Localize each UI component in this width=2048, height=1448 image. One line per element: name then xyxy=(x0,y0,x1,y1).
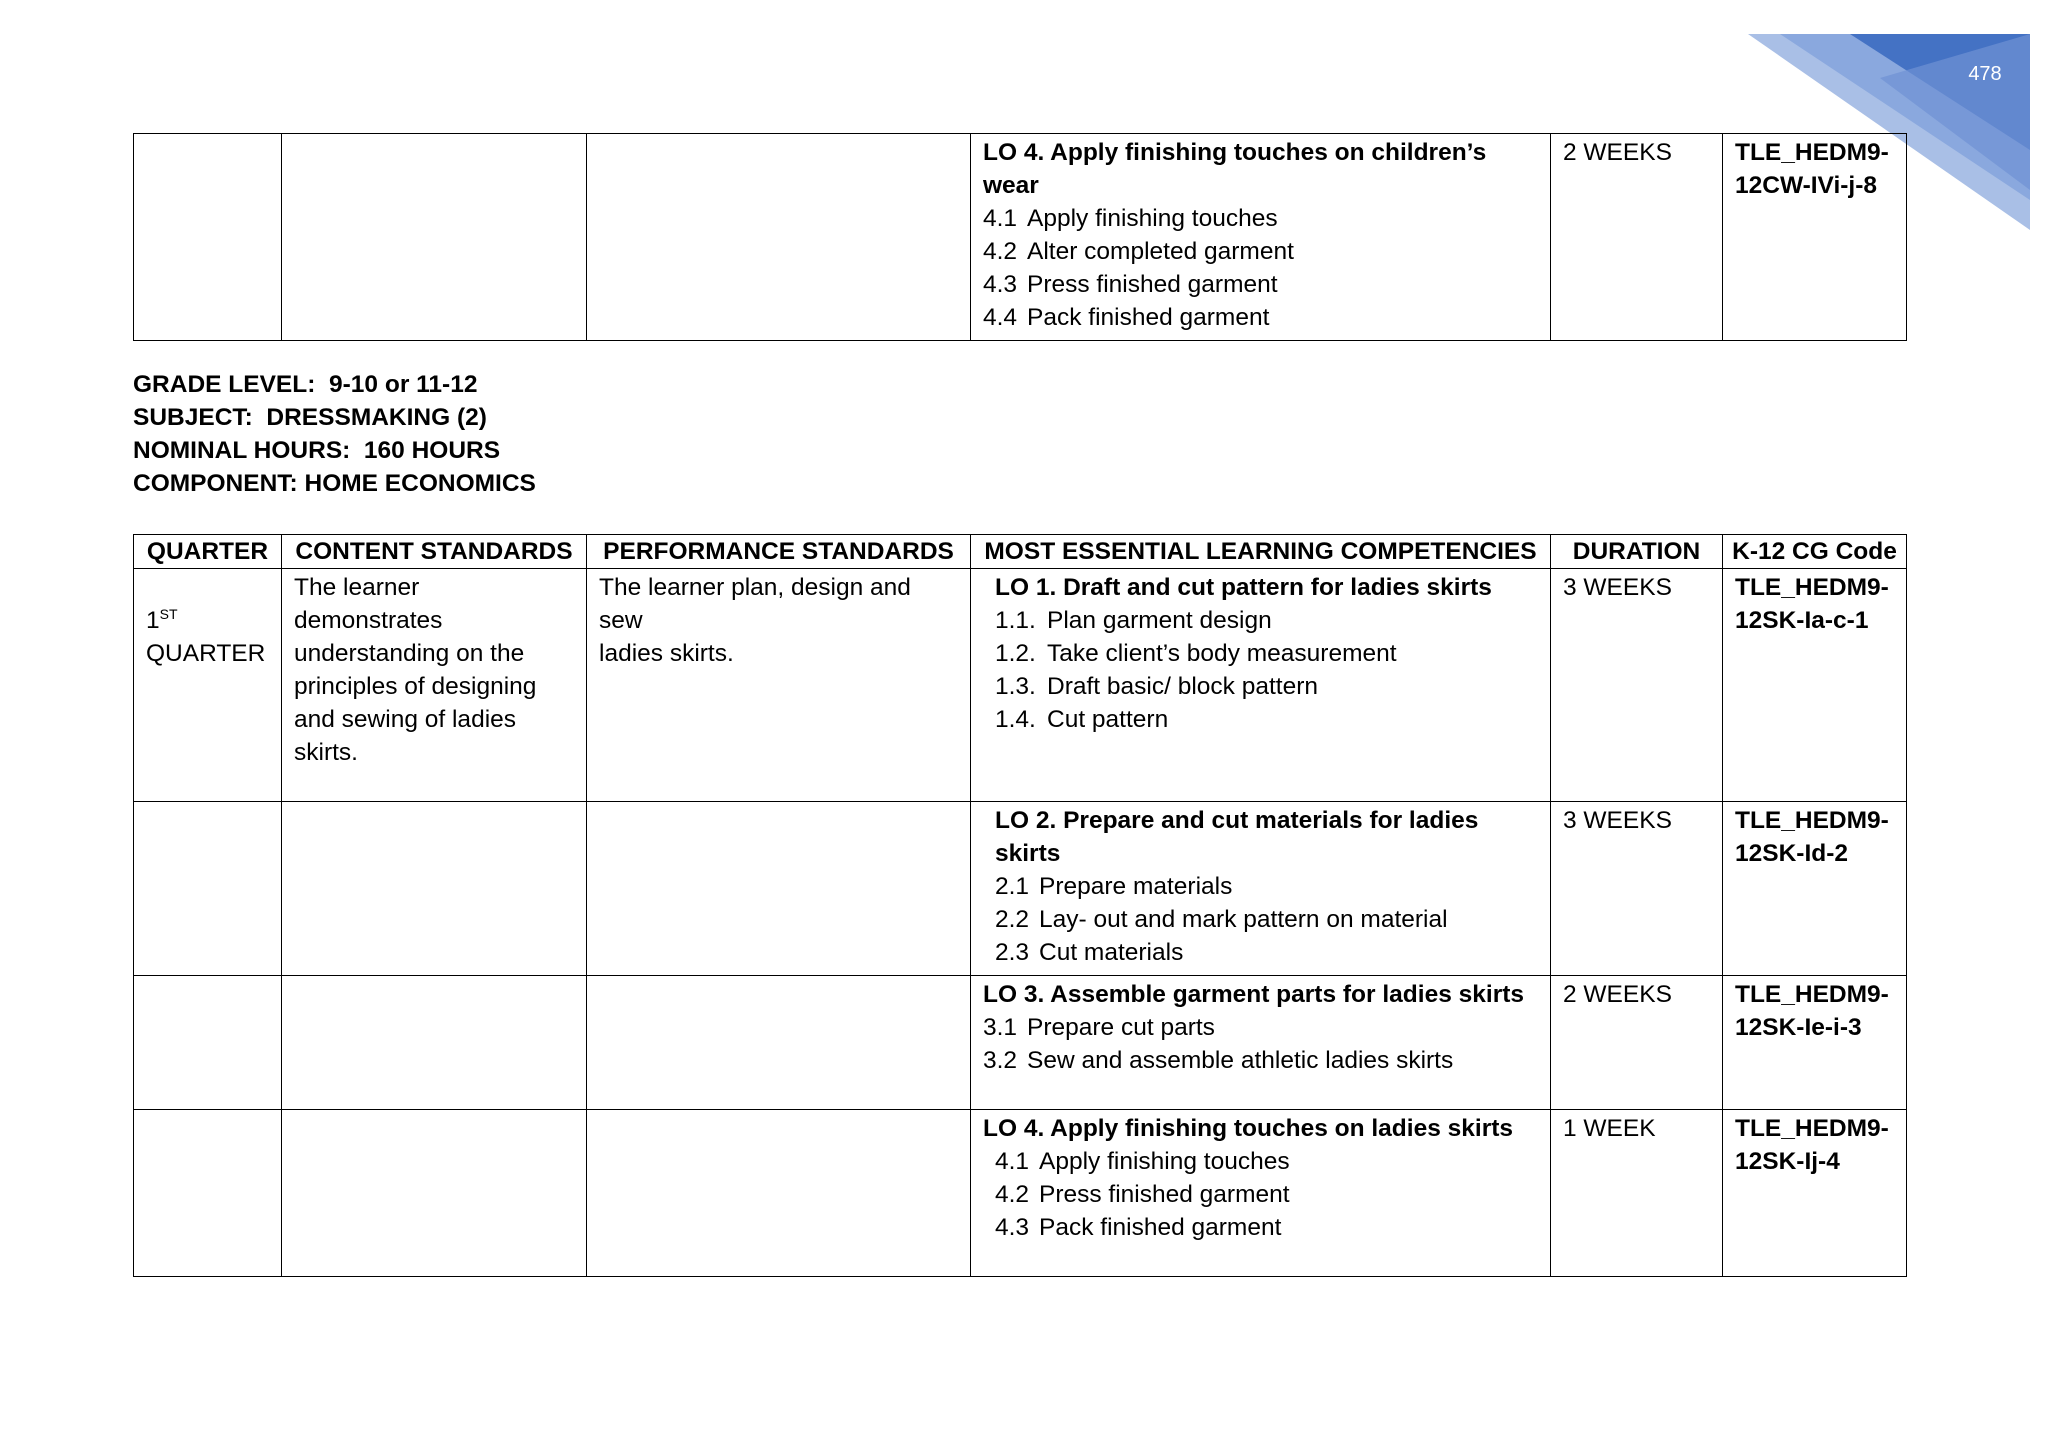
code-line: TLE_HEDM9- xyxy=(1735,1115,1889,1142)
empty-cell xyxy=(282,134,587,341)
item-number: 4.1 xyxy=(995,1148,1030,1175)
item-number: 1.1. xyxy=(995,607,1036,634)
item-number: 1.3. xyxy=(995,673,1036,700)
header-code: K-12 CG Code xyxy=(1723,535,1907,569)
item-number: 4.1 xyxy=(983,205,1018,232)
item-text: Take client’s body measurement xyxy=(1047,640,1397,667)
competency-cell xyxy=(971,802,1551,976)
table-row xyxy=(134,1110,1907,1277)
code-line: TLE_HEDM9- xyxy=(1735,807,1889,834)
text-line: understanding on the xyxy=(294,640,525,667)
item-text: Prepare materials xyxy=(1039,873,1233,900)
quarter-cell xyxy=(134,569,282,802)
table-row xyxy=(134,569,1907,802)
item-text: Draft basic/ block pattern xyxy=(1047,673,1318,700)
item-number: 4.4 xyxy=(983,304,1018,331)
item-number: 3.2 xyxy=(983,1047,1018,1074)
item-number: 2.2 xyxy=(995,906,1030,933)
duration-cell: 3 WEEKS xyxy=(1551,802,1723,976)
header-row xyxy=(134,535,1907,569)
item-number: 2.3 xyxy=(995,939,1030,966)
item-text: Alter completed garment xyxy=(1027,238,1294,265)
item-text: Apply finishing touches xyxy=(1027,205,1278,232)
competency-cell xyxy=(971,569,1551,802)
quarter-word: QUARTER xyxy=(146,640,266,667)
code-cell xyxy=(1723,1110,1907,1277)
duration-cell: 2 WEEKS xyxy=(1551,134,1723,341)
text-line: ladies skirts. xyxy=(599,640,734,667)
item-text: Lay- out and mark pattern on material xyxy=(1039,906,1448,933)
curriculum-table xyxy=(133,534,1907,1277)
course-meta xyxy=(133,368,536,500)
item-number: 2.1 xyxy=(995,873,1030,900)
item-number: 3.1 xyxy=(983,1014,1018,1041)
empty-cell xyxy=(282,1110,587,1277)
item-text: Press finished garment xyxy=(1039,1181,1290,1208)
performance-standards-cell xyxy=(587,569,971,802)
code-line: 12CW-IVi-j-8 xyxy=(1735,172,1877,199)
code-cell xyxy=(1723,976,1907,1110)
code-line: TLE_HEDM9- xyxy=(1735,139,1889,166)
subject: SUBJECT: DRESSMAKING (2) xyxy=(133,404,487,431)
empty-cell xyxy=(587,134,971,341)
empty-cell xyxy=(587,976,971,1110)
item-text: Cut materials xyxy=(1039,939,1184,966)
item-text: Press finished garment xyxy=(1027,271,1278,298)
item-number: 1.2. xyxy=(995,640,1036,667)
empty-cell xyxy=(587,1110,971,1277)
page-number: 478 xyxy=(1968,63,2002,85)
code-line: 12SK-Ie-i-3 xyxy=(1735,1014,1862,1041)
text-line: principles of designing xyxy=(294,673,537,700)
code-line: 12SK-Ia-c-1 xyxy=(1735,607,1869,634)
header-quarter: QUARTER xyxy=(134,535,282,569)
code-cell xyxy=(1723,569,1907,802)
nominal-hours: NOMINAL HOURS: 160 HOURS xyxy=(133,437,501,464)
quarter-ordinal: 1ST xyxy=(146,605,178,634)
text-line: The learner plan, design and sew xyxy=(599,574,911,634)
competency-cell xyxy=(971,134,1551,341)
empty-cell xyxy=(587,802,971,976)
table-row xyxy=(134,134,1907,341)
code-line: TLE_HEDM9- xyxy=(1735,574,1889,601)
item-number: 4.3 xyxy=(995,1214,1030,1241)
empty-cell xyxy=(134,976,282,1110)
code-line: 12SK-Id-2 xyxy=(1735,840,1849,867)
item-text: Cut pattern xyxy=(1047,706,1169,733)
grade-level: GRADE LEVEL: 9-10 or 11-12 xyxy=(133,371,478,398)
item-text: Pack finished garment xyxy=(1027,304,1270,331)
item-text: Plan garment design xyxy=(1047,607,1272,634)
lo-title: LO 3. Assemble garment parts for ladies skirts xyxy=(983,981,1525,1008)
header-content-standards: CONTENT STANDARDS xyxy=(282,535,587,569)
code-cell xyxy=(1723,134,1907,341)
item-number: 4.2 xyxy=(983,238,1018,265)
competency-cell xyxy=(971,976,1551,1110)
empty-cell xyxy=(282,976,587,1110)
code-line: 12SK-Ij-4 xyxy=(1735,1148,1840,1175)
text-line: demonstrates xyxy=(294,607,443,634)
header-competencies: MOST ESSENTIAL LEARNING COMPETENCIES xyxy=(971,535,1551,569)
empty-cell xyxy=(282,802,587,976)
item-number: 4.2 xyxy=(995,1181,1030,1208)
item-number: 1.4. xyxy=(995,706,1036,733)
empty-cell xyxy=(134,1110,282,1277)
lo-title: LO 1. Draft and cut pattern for ladies skirts xyxy=(995,574,1492,601)
lo-title: LO 4. Apply finishing touches on children’s wear xyxy=(983,139,1487,199)
header-duration: DURATION xyxy=(1551,535,1723,569)
duration-cell: 3 WEEKS xyxy=(1551,569,1723,802)
item-text: Apply finishing touches xyxy=(1039,1148,1290,1175)
item-text: Prepare cut parts xyxy=(1027,1014,1215,1041)
lo-title: LO 2. Prepare and cut materials for ladies skirts xyxy=(995,807,1479,867)
empty-cell xyxy=(134,802,282,976)
continuation-table xyxy=(133,133,1907,341)
empty-cell xyxy=(134,134,282,341)
table-row xyxy=(134,976,1907,1110)
item-text: Sew and assemble athletic ladies skirts xyxy=(1027,1047,1454,1074)
duration-cell: 1 WEEK xyxy=(1551,1110,1723,1277)
code-cell xyxy=(1723,802,1907,976)
component: COMPONENT: HOME ECONOMICS xyxy=(133,470,536,497)
item-text: Pack finished garment xyxy=(1039,1214,1282,1241)
lo-title: LO 4. Apply finishing touches on ladies skirts xyxy=(983,1115,1514,1142)
code-line: TLE_HEDM9- xyxy=(1735,981,1889,1008)
duration-cell: 2 WEEKS xyxy=(1551,976,1723,1110)
content-standards-cell xyxy=(282,569,587,802)
text-line: The learner xyxy=(294,574,420,601)
table-row xyxy=(134,802,1907,976)
text-line: skirts. xyxy=(294,739,358,766)
competency-cell xyxy=(971,1110,1551,1277)
item-number: 4.3 xyxy=(983,271,1018,298)
text-line: and sewing of ladies xyxy=(294,706,517,733)
header-performance-standards: PERFORMANCE STANDARDS xyxy=(587,535,971,569)
